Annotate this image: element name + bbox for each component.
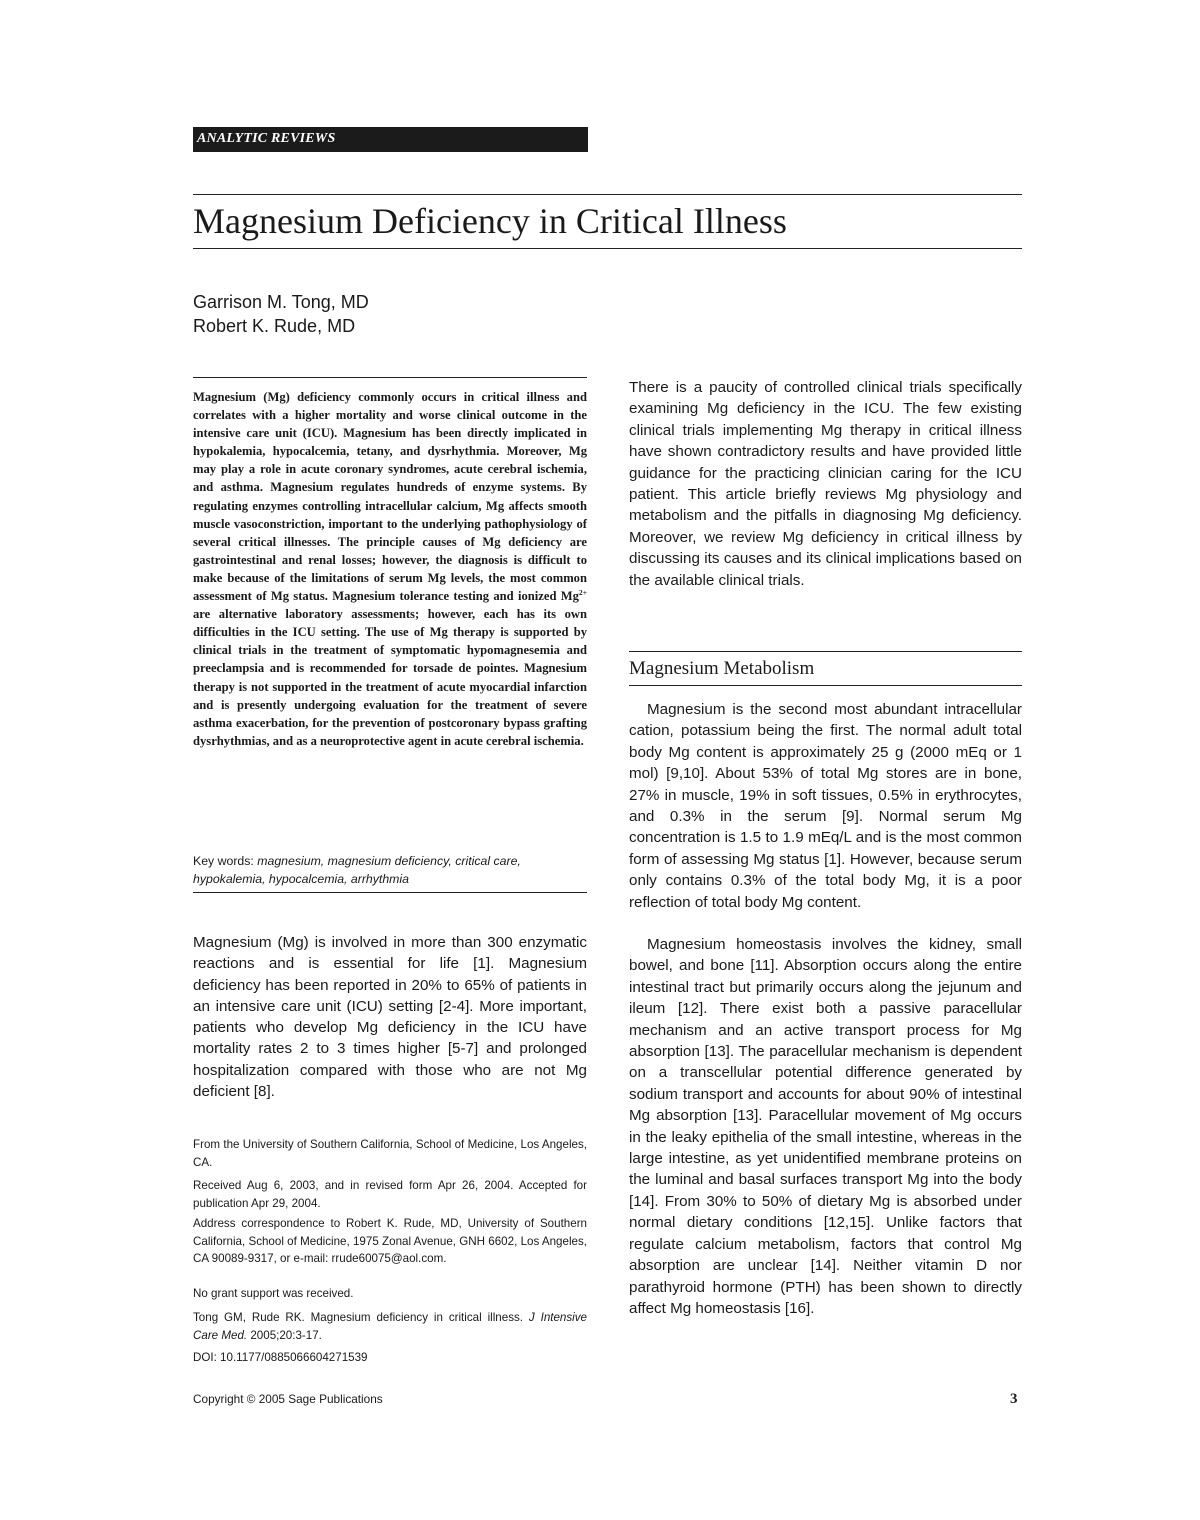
abstract-top-rule (193, 377, 587, 378)
keywords-list: magnesium, magnesium deficiency, critical care, hypokalemia, hypocalcemia, arrhythmia (193, 854, 521, 886)
footnote-affiliation: From the University of Southern California, School of Medicine, Los Angeles, CA. (193, 1138, 587, 1169)
abstract (193, 388, 587, 750)
footnote-doi: DOI: 10.1177/0885066604271539 (193, 1351, 368, 1364)
citation-volume: 2005;20:3-17. (247, 1328, 322, 1342)
footnote-grant: No grant support was received. (193, 1287, 354, 1300)
keywords-label: Key words: (193, 854, 258, 868)
footnote-received: Received Aug 6, 2003, and in revised form Apr 26, 2004. Accepted for publication Apr 29, 2004. (193, 1179, 587, 1210)
abstract-text: Magnesium (Mg) deficiency commonly occurs in critical illness and correlates with a higher mortality and worse clinical outcome in the intensive care unit (ICU). Magnesium has been directly implicated in hypokalemia, hypocalcemia, tetany, and dysrhythmia. Moreover, Mg may play a role in acute coronary syndromes, acute cerebral ischemia, and asthma. Magnesium regulates hundreds of enzyme systems. By regulating enzymes controlling intracellular calcium, Mg affects smooth muscle vasoconstriction, important to the underlying pathophysiology of several critical illnesses. The principle causes of Mg deficiency are gastrointestinal and renal losses; however, the diagnosis is difficult to make because of the limitations of serum Mg levels, the most common assessment of Mg status. Magnesium tolerance testing and ionized Mg (193, 390, 587, 604)
title-bottom-rule (193, 248, 1022, 249)
intro-paragraph-left: Magnesium (Mg) is involved in more than 300 enzymatic reactions and is essential for life [1]. Magnesium deficiency has been reported in 20% to 65% of patients in an intensive care unit (ICU) setting [2-4]. More important, patients who develop Mg deficiency in the ICU have mortality rates 2 to 3 times higher [5-7] and prolonged hospitalization compared with those who are not Mg deficient [8]. (193, 934, 587, 1101)
section-label-bar (193, 127, 588, 152)
author-1: Garrison M. Tong, MD (193, 292, 369, 312)
heading-bottom-rule (629, 685, 1022, 686)
citation-journal: J Intensive Care Med. (193, 1311, 587, 1342)
intro-paragraph-right: There is a paucity of controlled clinical trials specifically examining Mg deficiency in the ICU. The few existing clinical trials implementing Mg therapy in critical illness have shown contradictory results and have provided little guidance for the practicing clinician caring for the ICU patient. This article briefly reviews Mg physiology and metabolism and the pitfalls in diagnosing Mg deficiency. Moreover, we review Mg deficiency in critical illness by discussing its causes and its clinical implications based on the available clinical trials. (629, 379, 1022, 589)
abstract-superscript: 2+ (578, 587, 587, 597)
footnote-address: Address correspondence to Robert K. Rude, MD, University of Southern California, School of Medicine, 1975 Zonal Avenue, GNH 6602, Los Angeles, CA 90089-9317, or e-mail: rrude60075@aol.com. (193, 1217, 587, 1265)
author-2: Robert K. Rude, MD (193, 316, 356, 336)
abstract-bottom-rule (193, 892, 587, 893)
footnote-citation (193, 1309, 587, 1344)
heading-top-rule (629, 651, 1022, 652)
title-top-rule (193, 194, 1022, 195)
keywords (193, 852, 587, 888)
metabolism-paragraph-1: Magnesium is the second most abundant intracellular cation, potassium being the first. The normal adult total body Mg content is approximately 25 g (2000 mEq or 1 mol) [9,10]. About 53% of total Mg stores are in bone, 27% in muscle, 19% in soft tissues, 0.5% in erythrocytes, and 0.3% in the serum [9]. Normal serum Mg concentration is 1.5 to 1.9 mEq/L and is the most common form of assessing Mg status [1]. However, because serum only contains 0.3% of the total body Mg, it is a poor reflection of total body Mg content. (629, 701, 1022, 911)
citation-text: Tong GM, Rude RK. Magnesium deficiency in critical illness. (193, 1311, 529, 1324)
abstract-text-tail: are alternative laboratory assessments; however, each has its own difficulties in the ICU setting. The use of Mg therapy is supported by clinical trials in the treatment of symptomatic hypomagnesemia and preeclampsia and is recommended for torsade de pointes. Magnesium therapy is not supported in the treatment of acute myocardial infarction and is presently undergoing evaluation for the treatment of severe asthma exacerbation, for the prevention of postcoronary bypass grafting dysrhythmias, and as a neuroprotective agent in acute cerebral ischemia. (193, 607, 587, 748)
copyright-notice: Copyright © 2005 Sage Publications (193, 1392, 383, 1406)
article-title: Magnesium Deficiency in Critical Illness (193, 201, 787, 241)
page-number: 3 (1010, 1391, 1018, 1407)
section-heading: Magnesium Metabolism (629, 658, 815, 679)
metabolism-paragraph-2: Magnesium homeostasis involves the kidney, small bowel, and bone [11]. Absorption occurs along the entire intestinal tract but primarily occurs along the jejunum and ileum [12]. There exist both a passive paracellular mechanism and an active transport process for Mg absorption [13]. The paracellular mechanism is dependent on a transcellular potential difference generated by sodium transport and accounts for about 90% of intestinal Mg absorption [13]. Paracellular movement of Mg occurs in the leaky epithelia of the small intestine, whereas in the large intestine, as yet unidentified membrane proteins on the luminal and basal surfaces transport Mg into the body [14]. From 30% to 50% of dietary Mg is absorbed under normal dietary conditions [12,15]. Unlike factors that regulate calcium metabolism, factors that control Mg absorption are unclear [14]. Neither vitamin D nor parathyroid hormone (PTH) has been shown to directly affect Mg homeostasis [16]. (629, 936, 1022, 1317)
section-label: ANALYTIC REVIEWS (197, 131, 336, 146)
